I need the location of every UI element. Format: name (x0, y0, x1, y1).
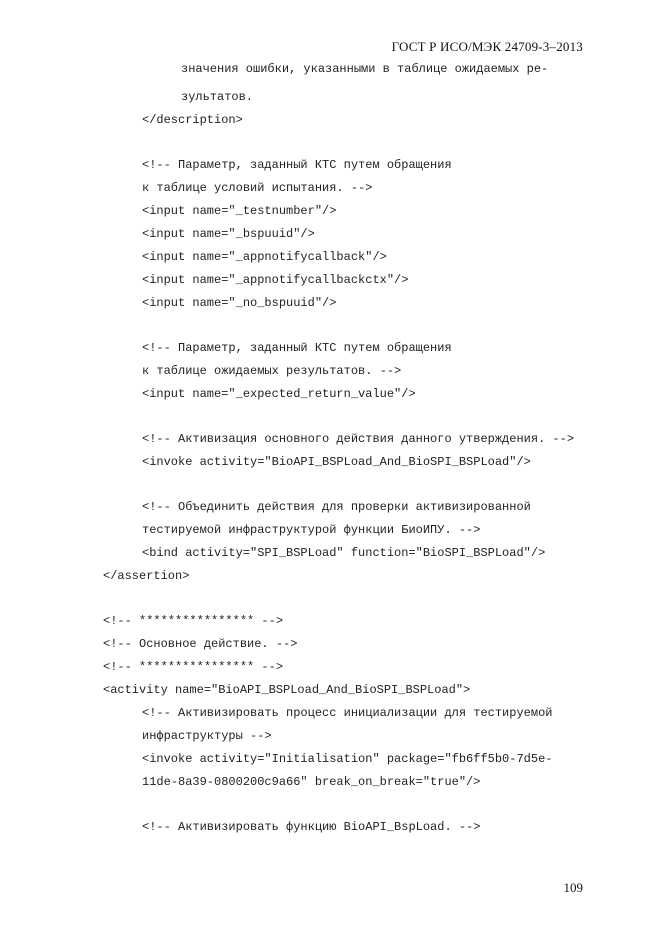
page-number: 109 (563, 880, 583, 895)
code-line: <!-- Активизировать функцию BioAPI_BspLoad. --> (142, 820, 481, 834)
code-line: <input name="_testnumber"/> (142, 204, 337, 218)
code-line: <invoke activity="BioAPI_BSPLoad_And_BioSPI_BSPLoad"/> (142, 455, 531, 469)
code-line: <!-- Объединить действия для проверки активизированной (142, 500, 531, 514)
code-line: 11de-8a39-0800200c9a66" break_on_break="true"/> (142, 775, 481, 789)
code-line: <activity name="BioAPI_BSPLoad_And_BioSPI_BSPLoad"> (103, 683, 471, 697)
code-line: <!-- Параметр, заданный КТС путем обращения (142, 341, 452, 355)
code-line: <bind activity="SPI_BSPLoad" function="BioSPI_BSPLoad"/> (142, 546, 546, 560)
code-line: <input name="_appnotifycallback"/> (142, 250, 387, 264)
code-line: к таблице ожидаемых результатов. --> (142, 364, 402, 378)
page-header-standard: ГОСТ Р ИСО/МЭК 24709-3–2013 (391, 39, 583, 54)
code-line: значения ошибки, указанными в таблице ожидаемых ре- (181, 62, 549, 76)
code-line: <!-- Активизация основного действия данного утверждения. --> (142, 432, 575, 446)
code-line: <input name="_no_bspuuid"/> (142, 296, 337, 310)
code-line: к таблице условий испытания. --> (142, 181, 373, 195)
code-line: тестируемой инфраструктурой функции БиоИПУ. --> (142, 523, 481, 537)
code-line: <!-- Параметр, заданный КТС путем обращения (142, 158, 452, 172)
code-line: <input name="_expected_return_value"/> (142, 387, 416, 401)
code-line: </description> (142, 113, 243, 127)
code-line: <input name="_bspuuid"/> (142, 227, 315, 241)
code-line: <!-- **************** --> (103, 614, 284, 628)
code-line: <!-- **************** --> (103, 660, 284, 674)
code-line: <!-- Основное действие. --> (103, 637, 298, 651)
code-line: инфраструктуры --> (142, 729, 272, 743)
code-line: зультатов. (181, 90, 254, 104)
code-line: </assertion> (103, 569, 190, 583)
code-line: <!-- Активизировать процесс инициализации для тестируемой (142, 706, 553, 720)
code-line: <invoke activity="Initialisation" package="fb6ff5b0-7d5e- (142, 752, 553, 766)
code-line: <input name="_appnotifycallbackctx"/> (142, 273, 409, 287)
